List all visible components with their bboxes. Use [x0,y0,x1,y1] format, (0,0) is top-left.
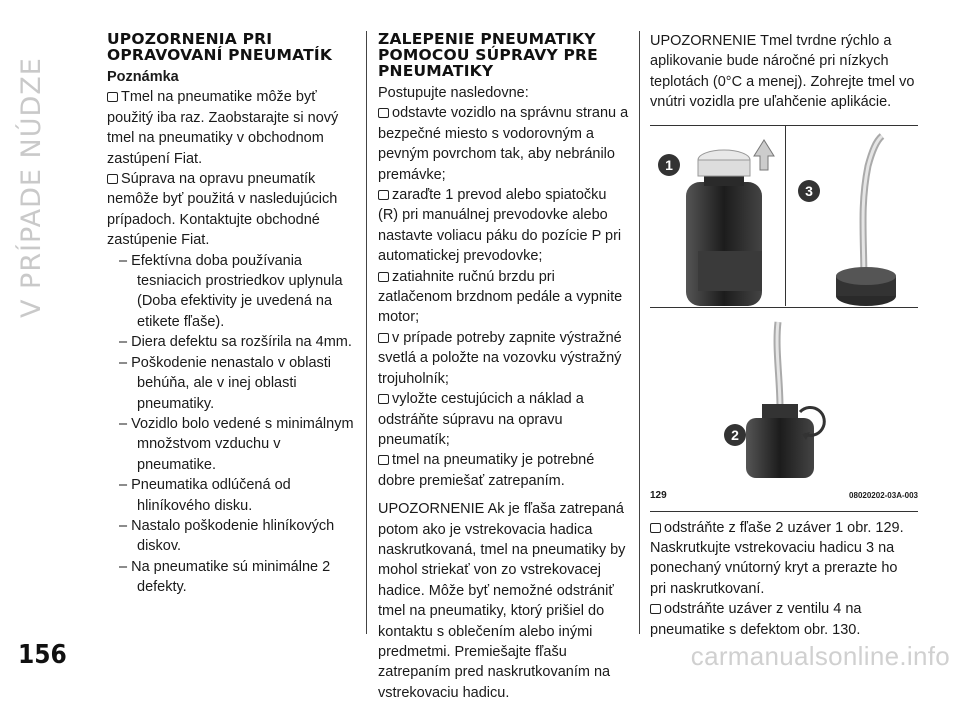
bullet-icon [107,92,118,102]
column-divider [366,31,367,634]
bullet-icon [378,394,389,404]
list-item: Tmel na pneumatike môže byť použitý iba raz. Zaobstarajte si nový tmel na pneumatiky v obchodnom zastúpení Fiat. [107,89,339,167]
bullet-icon [378,333,389,343]
bullet-icon [650,523,661,533]
bullet-icon [107,174,118,184]
list-item: odstráňte z fľaše 2 uzáver 1 obr. 129. Naskrutkujte vstrekovaciu hadicu 3 na ponechaný vnútorný kryt a prerazte ho pri naskrutkovaní. [650,519,904,597]
bullet-icon [378,455,389,465]
bullet-icon [378,108,389,118]
bullet-icon [650,604,661,614]
list-item: zatiahnite ručnú brzdu pri zatlačenom brzdnom pedále a vypnite motor; [378,268,623,326]
callout-2: 2 [724,424,746,446]
injection-hose-illustration [786,126,919,306]
column-2 [378,31,630,703]
list-item: tmel na pneumatiky je potrebné dobre premiešať zatrepaním. [378,452,595,489]
figure-number: 129 [650,490,667,502]
list-item: Súprava na opravu pneumatík nemôže byť použitá v nasledujúcich prípadoch. Kontaktujte obchodné zastúpenie Fiat. [107,171,338,249]
list-item: – Vozidlo bolo vedené s minimálnym množstvom vzduchu v pneumatike. [119,415,354,473]
list-item: zaraďte 1 prevod alebo spiatočku (R) pri manuálnej prevodovke alebo nastavte voliacu páku do pozície P pri automatickej prevodovke; [378,187,622,265]
figure-code: 08020202-03A-003 [849,491,918,501]
list-item: – Poškodenie nenastalo v oblasti behúňa, ale v inej oblasti pneumatiky. [119,354,332,412]
note-title: Poznámka [107,69,179,85]
list-item: – Efektívna doba používania tesniacich prostriedkov uplynula (Doba efektivity je uvedená na etikete fľaše). [119,252,343,330]
list-item: odstavte vozidlo na správnu stranu a bezpečné miesto s vodorovným a pevným povrchom tak, aby nebránilo premávke; [378,105,629,183]
figure-panel-assembled [650,307,918,490]
sealant-bottle-illustration [650,126,777,306]
figure-panel-bottle [650,126,777,306]
callout-1: 1 [658,154,680,176]
section-side-title: V PRÍPADE NÚDZE [16,57,47,318]
list-item: – Na pneumatike sú minimálne 2 defekty. [119,558,331,596]
list-item: v prípade potreby zapnite výstražné svetlá a položte na vozovku výstražný trojuholník; [378,329,622,387]
column-1 [107,31,355,598]
column-3 [650,31,918,640]
assembled-bottle-illustration [650,308,918,490]
warning-text: UPOZORNENIE Tmel tvrdne rýchlo a aplikovanie bude náročné pri nízkych teplotách (0°C a menej). Zohrejte tmel vo vnútri vozidla pre uľahčenie aplikácie. [650,33,915,111]
watermark: carmanualsonline.info [690,641,950,671]
column-divider [639,31,640,634]
bullet-icon [378,190,389,200]
figure-panel-hose [785,126,919,306]
warning-text: UPOZORNENIE Ak je fľaša zatrepaná potom ako je vstrekovacia hadica naskrutkovaná, tmel na pneumatiky by mohol striekať von zo vstrekovacej hadice. Môže byť nemožné odstrániť tmel na pneumatiky, ktorý prišiel do kontaktu s oblečením alebo inými predmetmi. Premiešajte fľašu zatrepaním pred naskrutkovaním na vstrekovaciu hadicu. [378,501,626,701]
list-item: – Pneumatika odlúčená od hliníkového disku. [119,477,291,514]
page-number: 156 [18,640,67,670]
bullet-icon [378,272,389,282]
figure-129 [650,125,918,512]
list-item: – Diera defektu sa rozšírila na 4mm. [119,334,352,351]
heading-tire-repair-warnings: UPOZORNENIA PRI OPRAVOVANÍ PNEUMATÍK [107,30,333,64]
heading-tire-sealing: ZALEPENIE PNEUMATIKY POMOCOU SÚPRAVY PRE PNEUMATIKY [378,30,598,80]
list-item: – Nastalo poškodenie hliníkových diskov. [119,517,335,555]
list-item: odstráňte uzáver z ventilu 4 na pneumatike s defektom obr. 130. [650,601,862,638]
list-item: vyložte cestujúcich a náklad a odstráňte súpravu na opravu pneumatík; [378,391,584,448]
callout-3: 3 [798,180,820,202]
intro-text: Postupujte nasledovne: [378,85,529,101]
